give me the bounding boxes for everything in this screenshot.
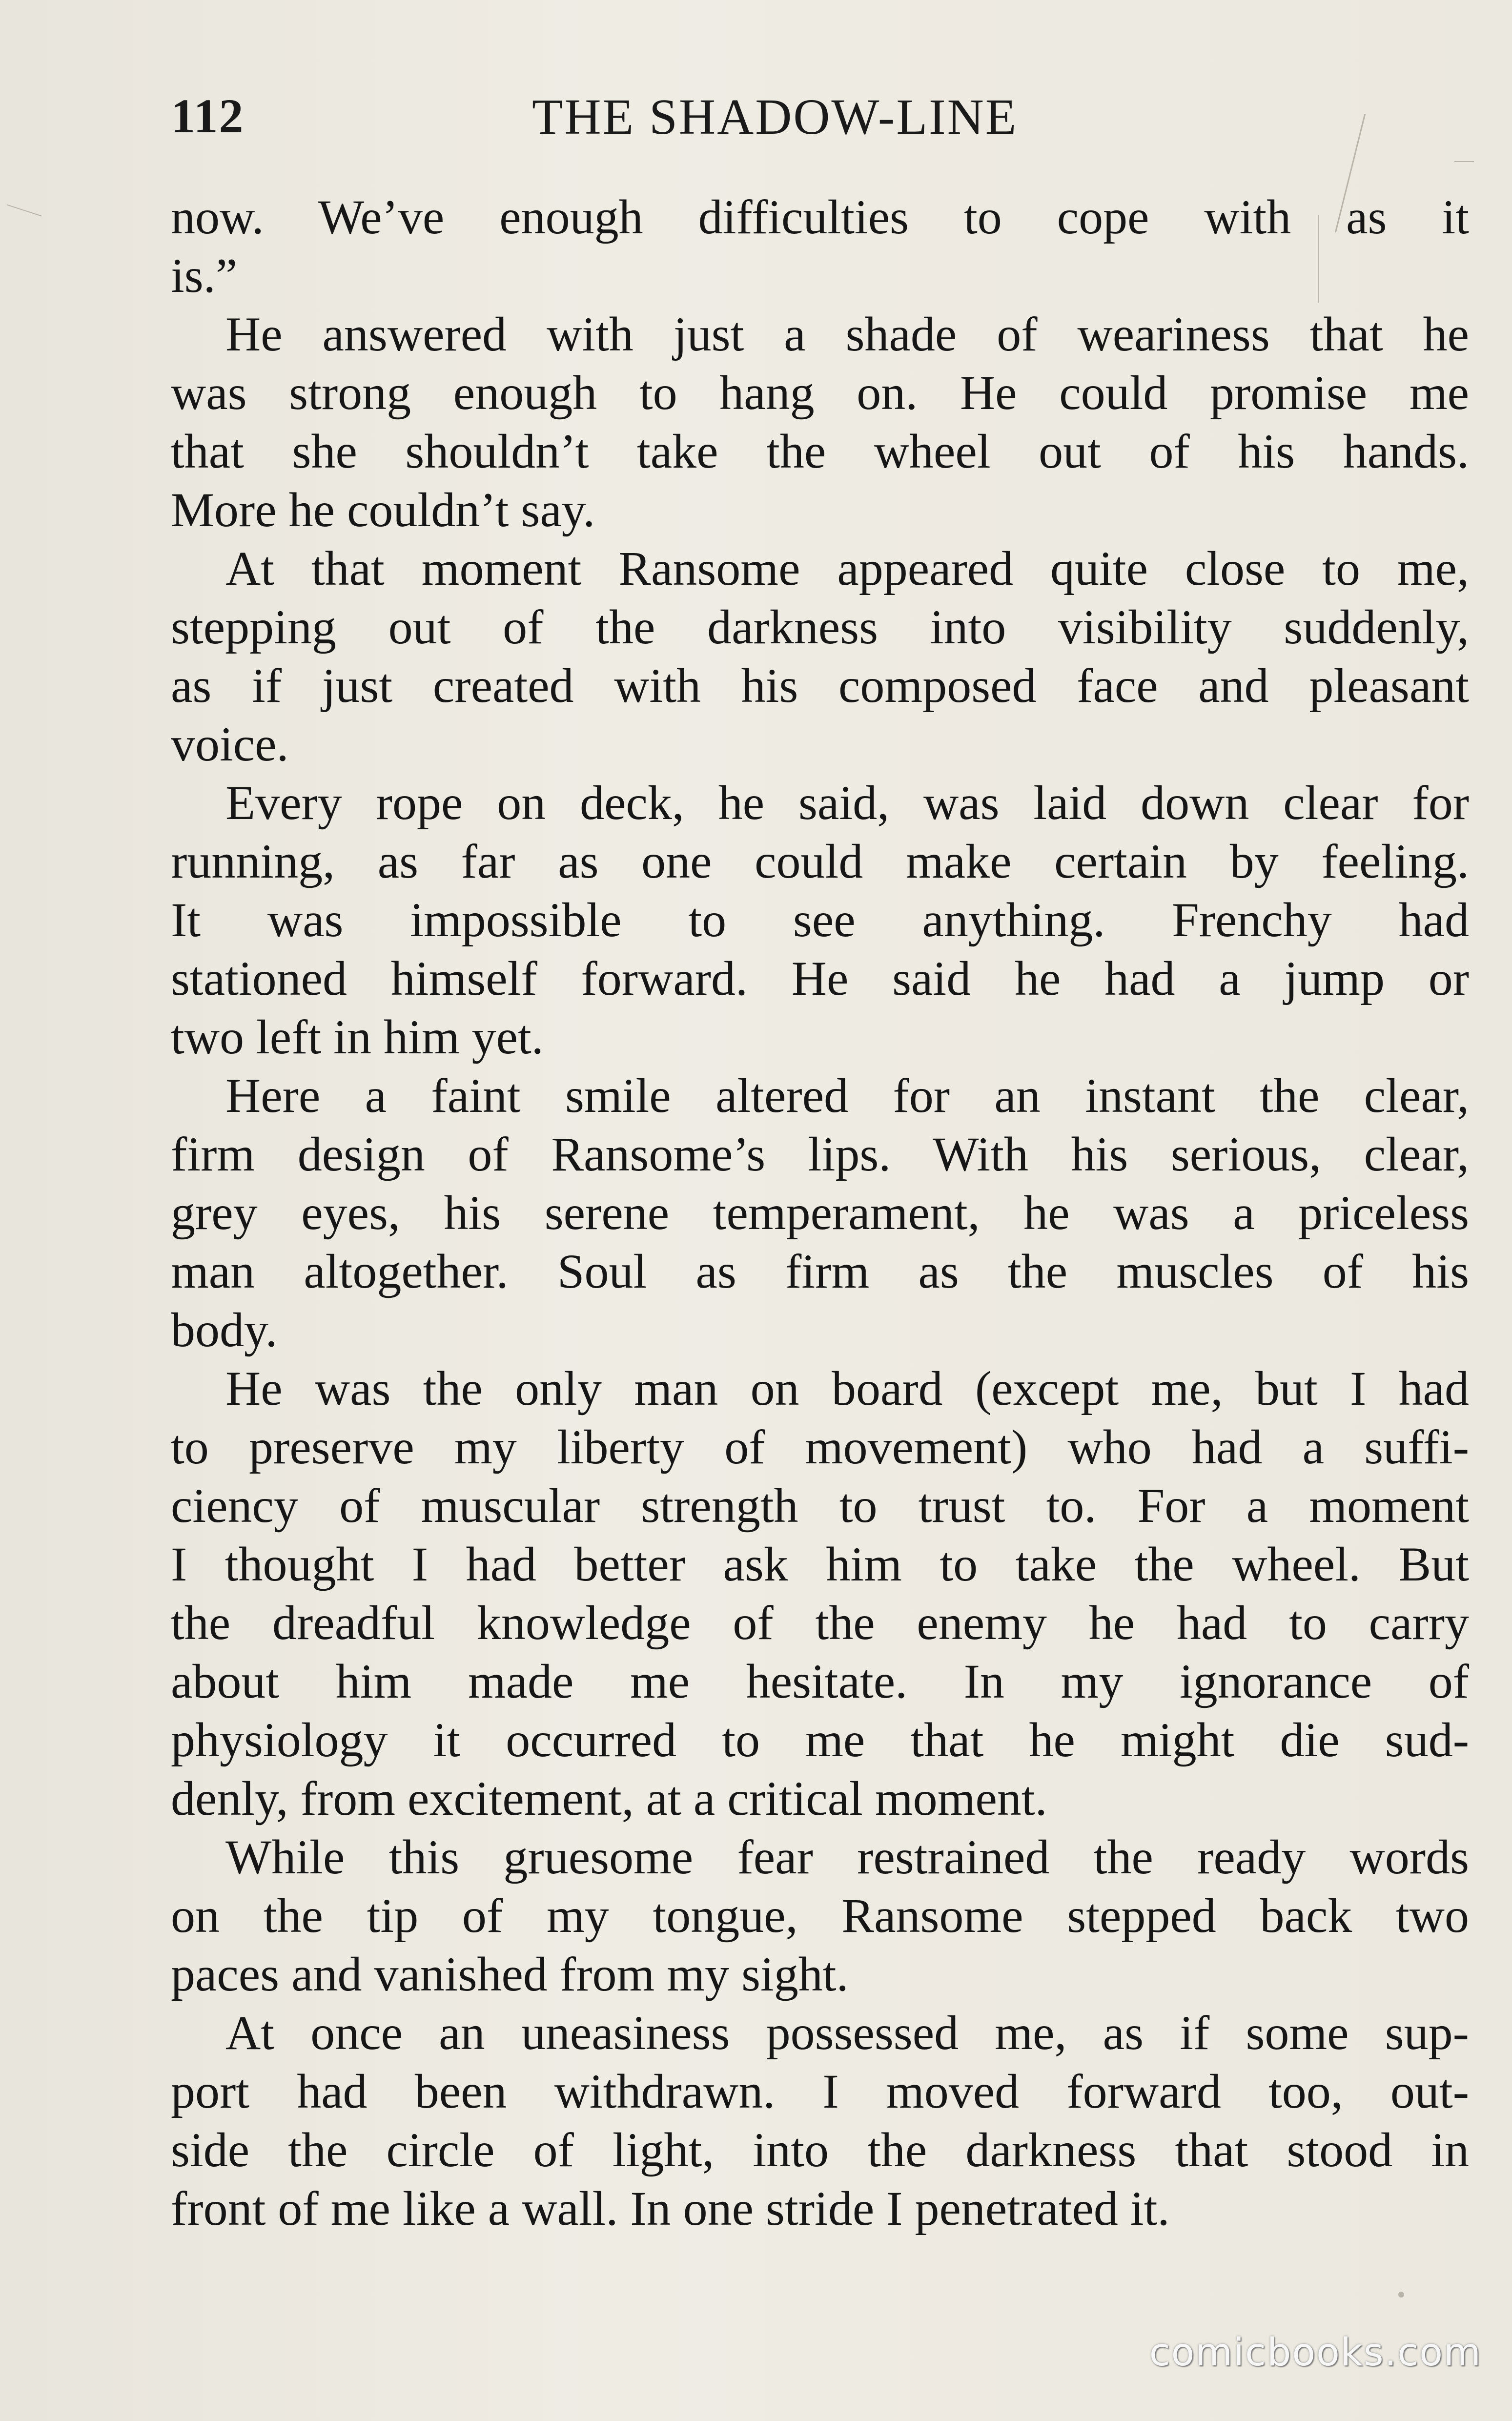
paragraph [171,774,1469,1067]
paragraph [171,1359,1469,1828]
text-line: is.” [171,248,238,303]
text-line: paces and vanished from my sight. [171,1947,849,2001]
text-line: port had been withdrawn. I moved forward too, out- [171,2064,1469,2118]
text-line: side the circle of light, into the darkness that stood in [171,2123,1469,2177]
text-line: front of me like a wall. In one stride I penetrated it. [171,2181,1170,2236]
text-line: At once an uneasiness possessed me, as if some sup- [225,2006,1469,2060]
text-line: on the tip of my tongue, Ransome stepped back two [171,1888,1469,1943]
text-line: firm design of Ransome’s lips. With his serious, clear, [171,1127,1469,1181]
text-line: Here a faint smile altered for an instant the clear, [225,1068,1469,1123]
body-text [171,188,1469,2238]
text-line: denly, from excitement, at a critical moment. [171,1771,1047,1826]
text-line: body. [171,1303,278,1357]
running-head [171,88,1464,156]
scan-mark [1454,161,1474,162]
text-line: While this gruesome fear restrained the ready words [225,1830,1469,1884]
text-line: More he couldn’t say. [171,483,595,537]
text-line: the dreadful knowledge of the enemy he had to carry [171,1596,1469,1650]
paragraph [171,539,1469,774]
text-line: At that moment Ransome appeared quite close to me, [225,541,1469,595]
text-line: about him made me hesitate. In my ignorance of [171,1654,1469,1708]
text-line: was strong enough to hang on. He could promise me [171,366,1469,420]
watermark: comicbooks.com [1149,2331,1482,2375]
text-line: He was the only man on board (except me, but I had [225,1361,1469,1416]
scan-mark [1398,2292,1404,2298]
text-line: grey eyes, his serene temperament, he was a priceless [171,1186,1469,1240]
text-line: ciency of muscular strength to trust to. For a moment [171,1478,1469,1533]
text-line: He answered with just a shade of weariness that he [225,307,1469,361]
text-line: stepping out of the darkness into visibility suddenly, [171,600,1469,654]
paragraph [171,1067,1469,1359]
paragraph [171,305,1469,539]
text-line: now. We’ve enough difficulties to cope with as it [171,190,1469,244]
paragraph [171,1828,1469,2004]
page-number: 112 [171,89,245,143]
text-line: stationed himself forward. He said he had a jump or [171,951,1469,1005]
text-line: that she shouldn’t take the wheel out of his hands. [171,424,1469,478]
text-line: as if just created with his composed face and pleasant [171,658,1469,713]
scan-mark [7,204,42,216]
paragraph [171,188,1469,305]
text-line: man altogether. Soul as firm as the muscles of his [171,1244,1469,1298]
book-title: THE SHADOW-LINE [532,89,1018,145]
text-line: two left in him yet. [171,1010,544,1064]
paragraph [171,2004,1469,2238]
text-line: running, as far as one could make certain by feeling. [171,834,1469,888]
text-line: physiology it occurred to me that he might die sud- [171,1713,1469,1767]
text-line: Every rope on deck, he said, was laid down clear for [225,776,1469,830]
text-line: It was impossible to see anything. Frenchy had [171,893,1469,947]
text-line: to preserve my liberty of movement) who had a suffi- [171,1420,1469,1474]
text-line: I thought I had better ask him to take the wheel. But [171,1537,1469,1591]
text-line: voice. [171,717,289,771]
